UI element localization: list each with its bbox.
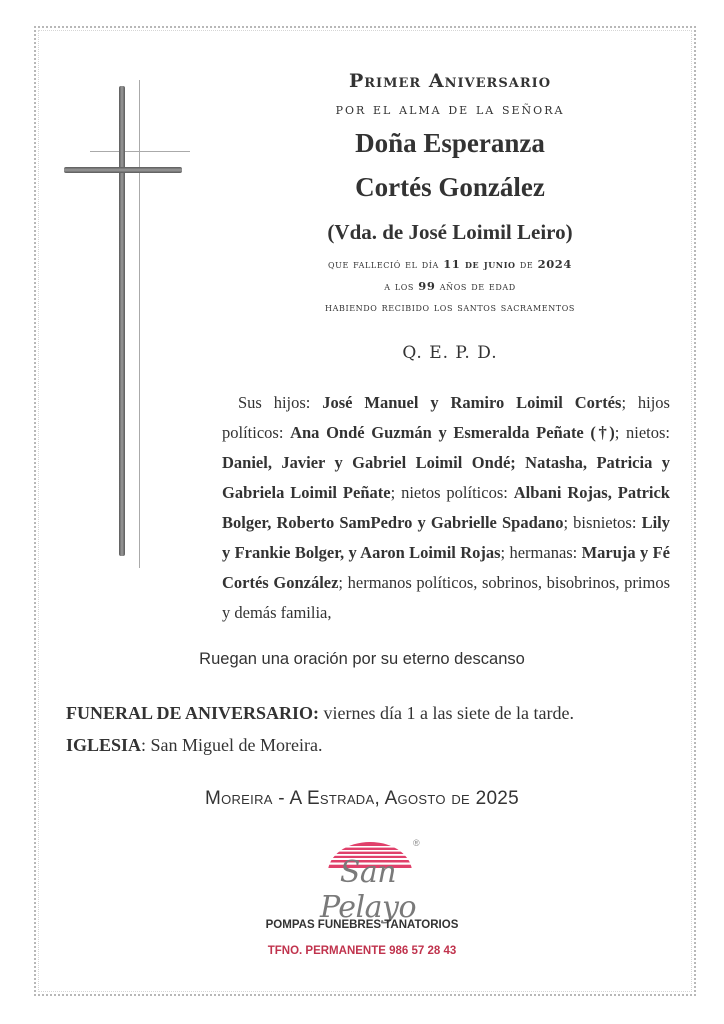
family-paragraph: Sus hijos: José Manuel y Ramiro Loimil Cortés; hijos políticos: Ana Ondé Guzmán y Esmeralda Peñate (†); nietos: Daniel, Javier y Gabriel Loimil Ondé; Natasha, Patricia y Gabriela Loimil Peñate; nietos políticos: Albani Rojas, Patrick Bolger, Roberto SamPedro y Gabrielle Spadano; bisnietos: Lily y Frankie Bolger, y Aaron Loimil Rojas; hermanas: Maruja y Fé Cortés González; hermanos políticos, sobrinos, bisobrinos, primos y demás familia, bbox=[222, 393, 671, 622]
soul-of-lady-line: por el alma de la señora bbox=[335, 100, 565, 118]
logo-wordmark: San Pelayo bbox=[319, 855, 417, 925]
qepd: Q. E. P. D. bbox=[402, 343, 498, 363]
phone-number: TFNO. PERMANENTE 986 57 28 43 bbox=[267, 945, 457, 957]
funeral-text: viernes día 1 a las siete de la tarde. bbox=[319, 703, 574, 723]
church-text: : San Miguel de Moreira. bbox=[141, 735, 323, 755]
church-label: IGLESIA bbox=[66, 735, 142, 755]
widow-of-line: (Vda. de José Loimil Leiro) bbox=[327, 220, 573, 244]
age-line: a los 99 años de edad bbox=[384, 279, 516, 293]
company-name: POMPAS FUNEBRES TANATORIOS bbox=[265, 919, 459, 931]
deceased-name-line1: Doña Esperanza bbox=[355, 128, 545, 158]
sacraments-line: habiendo recibido los santos sacramentos bbox=[325, 300, 575, 314]
church-info bbox=[66, 735, 323, 756]
registered-mark: ® bbox=[413, 838, 420, 848]
death-date-line: que falleció el día 11 de junio de 2024 bbox=[327, 257, 573, 271]
place-date: Moreira - A Estrada, Agosto de 2025 bbox=[204, 788, 520, 809]
deceased-name-line2: Cortés González bbox=[355, 172, 545, 202]
funeral-label: FUNERAL DE ANIVERSARIO: bbox=[66, 703, 320, 723]
funeral-info bbox=[66, 703, 574, 724]
prayer-request: Ruegan una oración por su eterno descanso bbox=[199, 650, 525, 668]
anniversary-title: Primer Aniversario bbox=[348, 70, 552, 92]
